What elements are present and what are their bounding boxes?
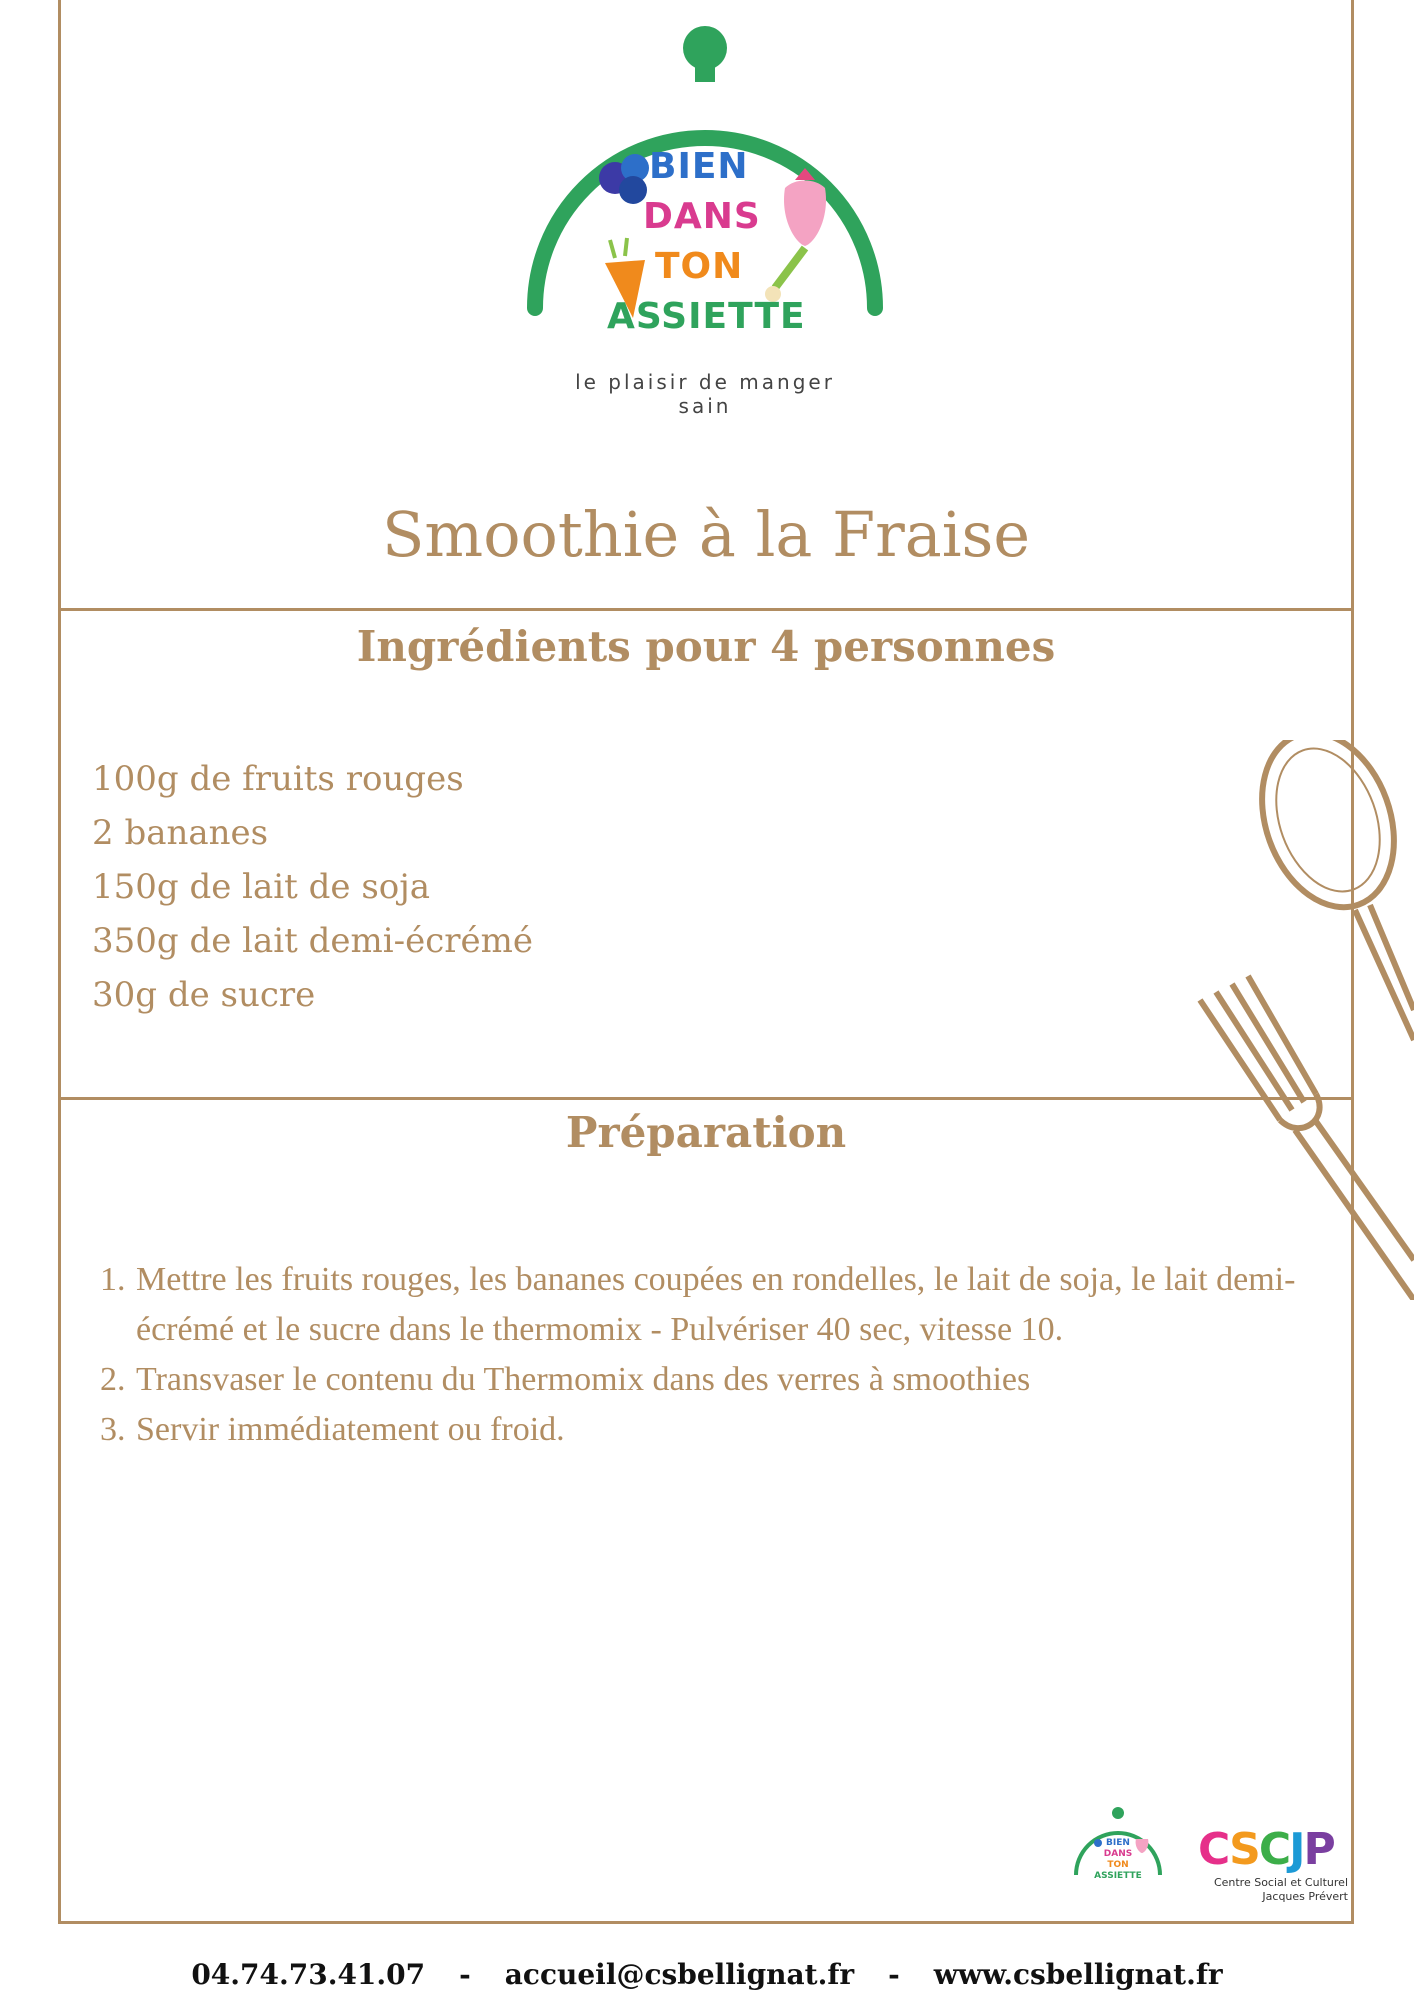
ingredient-item: 150g de lait de soja xyxy=(92,867,431,907)
step-text: Mettre les fruits rouges, les bananes coupées en rondelles, le lait de soja, le lait demi-écrémé et le sucre dans le thermomix - Pulvériser 40 sec, vitesse 10. xyxy=(136,1261,1296,1348)
svg-text:BIEN: BIEN xyxy=(1106,1838,1130,1848)
ingredient-item: 30g de sucre xyxy=(92,975,316,1015)
footer-separator: - xyxy=(459,1958,471,1991)
divider-title xyxy=(58,608,1354,611)
ingredients-heading: Ingrédients pour 4 personnes xyxy=(356,622,1056,671)
cutlery-illustration xyxy=(1180,740,1414,1300)
step-item xyxy=(100,1405,1320,1455)
ingredient-item: 350g de lait demi-écrémé xyxy=(92,921,534,961)
ingredients-list xyxy=(92,752,533,1022)
ingredient-item: 100g de fruits rouges xyxy=(92,759,464,799)
contact-footer xyxy=(0,1958,1414,1991)
svg-text:ASSIETTE: ASSIETTE xyxy=(1094,1871,1142,1881)
step-number: 2. xyxy=(100,1361,126,1398)
preparation-heading: Préparation xyxy=(565,1108,847,1157)
step-text: Servir immédiatement ou froid. xyxy=(136,1411,565,1448)
logo-line-bien: BIEN xyxy=(649,146,749,187)
logo-line-ton: TON xyxy=(655,246,744,287)
step-number: 1. xyxy=(100,1261,126,1298)
ingredient-item: 2 bananes xyxy=(92,813,269,853)
step-item xyxy=(100,1255,1320,1355)
logo-bien-dans-ton-assiette xyxy=(515,18,895,438)
cscjp-caption: Centre Social et Culturel Jacques Prévert xyxy=(1213,1876,1348,1903)
logo-tagline: le plaisir de manger sain xyxy=(575,370,835,418)
logo-cscjp xyxy=(1198,1824,1348,1908)
divider-ingredients xyxy=(58,1097,1354,1100)
email-link[interactable]: accueil@csbellignat.fr xyxy=(504,1958,855,1991)
step-number: 3. xyxy=(100,1411,126,1448)
website-link[interactable]: www.csbellignat.fr xyxy=(933,1958,1223,1991)
logo-line-assiette: ASSIETTE xyxy=(607,296,806,337)
svg-text:DANS: DANS xyxy=(1103,1849,1133,1859)
logo-bien-dans-ton-assiette-small xyxy=(1070,1805,1166,1901)
step-text: Transvaser le contenu du Thermomix dans des verres à smoothies xyxy=(136,1361,1031,1398)
footer-separator: - xyxy=(888,1958,900,1991)
recipe-title: Smoothie à la Fraise xyxy=(381,498,1031,571)
svg-text:TON: TON xyxy=(1107,1860,1129,1870)
phone-number: 04.74.73.41.07 xyxy=(191,1958,426,1991)
step-item xyxy=(100,1355,1320,1405)
logo-line-dans: DANS xyxy=(643,196,761,237)
preparation-steps xyxy=(100,1255,1320,1455)
cscjp-letters: CSCJP xyxy=(1198,1824,1334,1875)
